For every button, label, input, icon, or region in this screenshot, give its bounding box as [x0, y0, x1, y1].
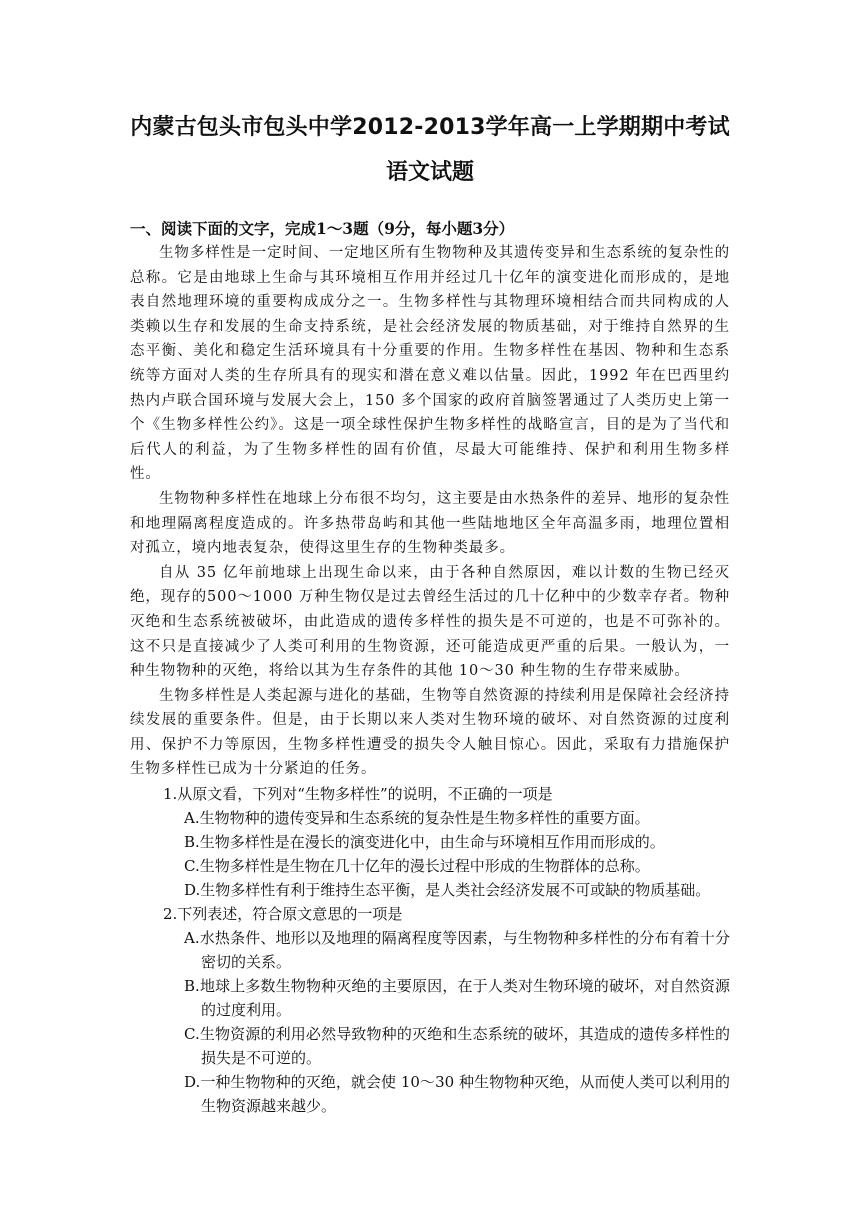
question-option: A.生物物种的遗传变异和生态系统的复杂性是生物多样性的重要方面。	[184, 809, 650, 828]
question-option: C.生物多样性是生物在几十亿年的漫长过程中形成的生物群体的总称。	[184, 857, 650, 876]
question-option: C.生物资源的利用必然导致物种的灭绝和生态系统的破坏，其造成的遗传多样性的损失是不可逆的。	[184, 1025, 730, 1068]
question-option: D.一种生物物种的灭绝，就会使 10～30 种生物物种灭绝，从而使人类可以利用的生物资源越来越少。	[184, 1073, 730, 1116]
question-option: B.生物多样性是在漫长的演变进化中，由生命与环境相互作用而形成的。	[184, 833, 665, 852]
section-heading: 一、阅读下面的文字，完成1～3题（9分，每小题3分）	[130, 219, 515, 238]
passage-paragraph: 生物多样性是人类起源与进化的基础，生物等自然资源的持续利用是保障社会经济持续发展的重要条件。但是，由于长期以来人类对生物环境的破坏、对自然资源的过度利用、保护不力等原因，生物多样性遭受的损失令人触目惊心。因此，采取有力措施保护生物多样性已成为十分紧迫的任务。	[130, 687, 730, 778]
question-stem: 1.从原文看，下列对“生物多样性”的说明，不正确的一项是	[163, 785, 553, 804]
question-option: B.地球上多数生物物种灭绝的主要原因，在于人类对生物环境的破坏，对自然资源的过度利用。	[184, 977, 730, 1020]
question-2	[130, 902, 730, 1118]
question-option: A.水热条件、地形以及地理的隔离程度等因素，与生物物种多样性的分布有着十分密切的关系。	[184, 929, 730, 972]
reading-section	[130, 217, 730, 782]
question-option: D.生物多样性有利于维持生态平衡，是人类社会经济发展不可或缺的物质基础。	[184, 881, 711, 900]
document-title: 内蒙古包头市包头中学2012-2013学年高一上学期期中考试	[130, 115, 730, 140]
document-subtitle: 语文试题	[385, 160, 474, 185]
passage-paragraph: 自从 35 亿年前地球上出现生命以来，由于各种自然原因，难以计数的生物已经灭绝，现存的500～1000 万种生物仅是过去曾经生活过的几十亿种中的少数幸存者。物种灭绝和生态系统被破坏，由此造成的遗传多样性的损失是不可逆的，也是不可弥补的。这不只是直接减少了人类可利用的生物资源，还可能造成更严重的后果。一般认为，一种生物物种的灭绝，将给以其为生存条件的其他 10～30 种生物的生存带来威胁。	[130, 564, 730, 680]
question-1	[130, 782, 730, 902]
passage-paragraph: 生物多样性是一定时间、一定地区所有生物物种及其遗传变异和生态系统的复杂性的总称。它是由地球上生命与其环境相互作用并经过几十亿年的演变进化而形成的，是地表自然地理环境的重要构成成分之一。生物多样性与其物理环境相结合而共同构成的人类赖以生存和发展的生命支持系统，是社会经济发展的物质基础，对于维持自然界的生态平衡、美化和稳定生活环境具有十分重要的作用。生物多样性在基因、物种和生态系统等方面对人类的生存所具有的现实和潜在意义难以估量。因此，1992 年在巴西里约热内卢联合国环境与发展大会上，150 多个国家的政府首脑签署通过了人类历史上第一个《生物多样性公约》。这是一项全球性保护生物多样性的战略宣言，目的是为了当代和后代人的利益，为了生物多样性的固有价值，尽最大可能维持、保护和利用生物多样性。	[130, 245, 730, 483]
passage-paragraph: 生物物种多样性在地球上分布很不均匀，这主要是由水热条件的差异、地形的复杂性和地理隔离程度造成的。许多热带岛屿和其他一些陆地地区全年高温多雨，地理位置相对孤立，境内地表复杂，使得这里生存的生物种类最多。	[130, 490, 730, 557]
exam-page	[130, 108, 730, 1118]
question-stem: 2.下列表述，符合原文意思的一项是	[163, 905, 403, 924]
